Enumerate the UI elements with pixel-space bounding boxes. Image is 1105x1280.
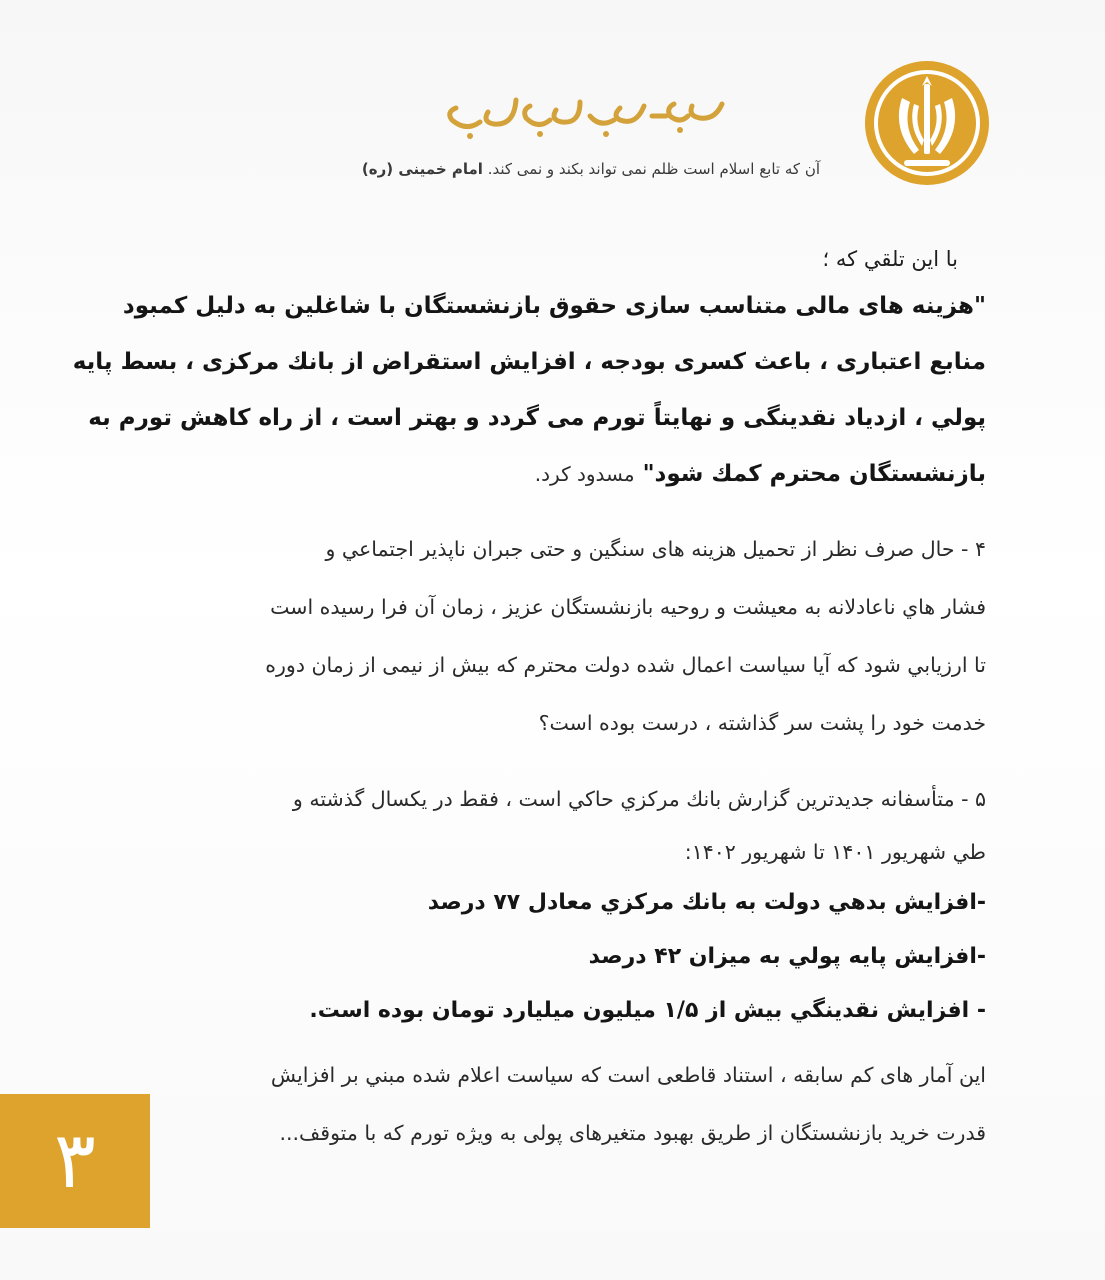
intro-line: با این تلقي که ؛ [822, 247, 958, 271]
paragraph-5 [150, 770, 986, 876]
bullet-item: - افزایش نقدینگي بیش از ۱/۵ میلیون میلیارد تومان بوده است. [309, 998, 986, 1023]
paragraph-line: قدرت خرید بازنشستگان از طریق بهبود متغیرهای پولی به ویژه تورم که با متوقف... [279, 1121, 986, 1145]
paragraph-line: ۴ - حال صرف نظر از تحمیل هزینه های سنگین و حتی جبران ناپذیر اجتماعي و [325, 537, 986, 561]
quote-line: "هزینه های مالی متناسب سازی حقوق بازنشستگان با شاغلین به دلیل کمبود [122, 293, 986, 319]
paragraph-line: فشار هاي ناعادلانه به معیشت و روحیه بازنشستگان عزیز ، زمان آن فرا رسیده است [270, 595, 986, 619]
quote-line: پولي ، ازدیاد نقدینگی و نهایتاً تورم می گردد و بهتر است ، از راه کاهش تورم به [88, 405, 986, 431]
page-number: ۳ [54, 1116, 96, 1206]
page-number-box [0, 1094, 150, 1228]
header-motto [300, 160, 820, 178]
closing-paragraph [150, 1046, 986, 1162]
bullet-list [150, 876, 986, 1038]
paragraph-line: خدمت خود را پشت سر گذاشته ، درست بوده است؟ [538, 711, 986, 735]
document-body [72, 240, 986, 1162]
quote-line-text: بازنشستگان محترم کمك شود" [642, 461, 986, 487]
quote-line-last [150, 446, 986, 502]
bullet-item: -افزایش بدهي دولت به بانك مرکزي معادل ۷۷ درصد [427, 890, 986, 915]
basmala-text [730, 86, 731, 87]
paragraph-line: ۵ - متأسفانه جدیدترین گزارش بانك مرکزي حاکي است ، فقط در یکسال گذشته و [292, 787, 986, 811]
paragraph-line: این آمار های کم سابقه ، استناد قاطعی است که سیاست اعلام شده مبني بر افزایش [270, 1063, 986, 1087]
quote-tail: مسدود کرد. [534, 462, 635, 486]
paragraph-4 [150, 520, 986, 752]
quote-block [72, 278, 986, 502]
basmala-calligraphy [430, 86, 730, 142]
quote-line: منابع اعتباری ، باعث کسری بودجه ، افزایش استقراض از بانك مرکزی ، بسط پایه [72, 349, 986, 375]
motto-author: امام خمینی (ره) [361, 160, 483, 178]
paragraph-line: طي شهریور ۱۴۰۱ تا شهریور ۱۴۰۲: [684, 840, 986, 864]
bullet-item: -افزایش پایه پولي به میزان ۴۲ درصد [588, 944, 986, 969]
motto-text: آن که تابع اسلام است ظلم نمی تواند بکند و نمی کند. [487, 160, 820, 178]
paragraph-line: تا ارزيابي شود که آیا سیاست اعمال شده دولت محترم که بیش از نیمی از زمان دوره [265, 653, 986, 677]
iran-emblem-icon [862, 58, 992, 188]
